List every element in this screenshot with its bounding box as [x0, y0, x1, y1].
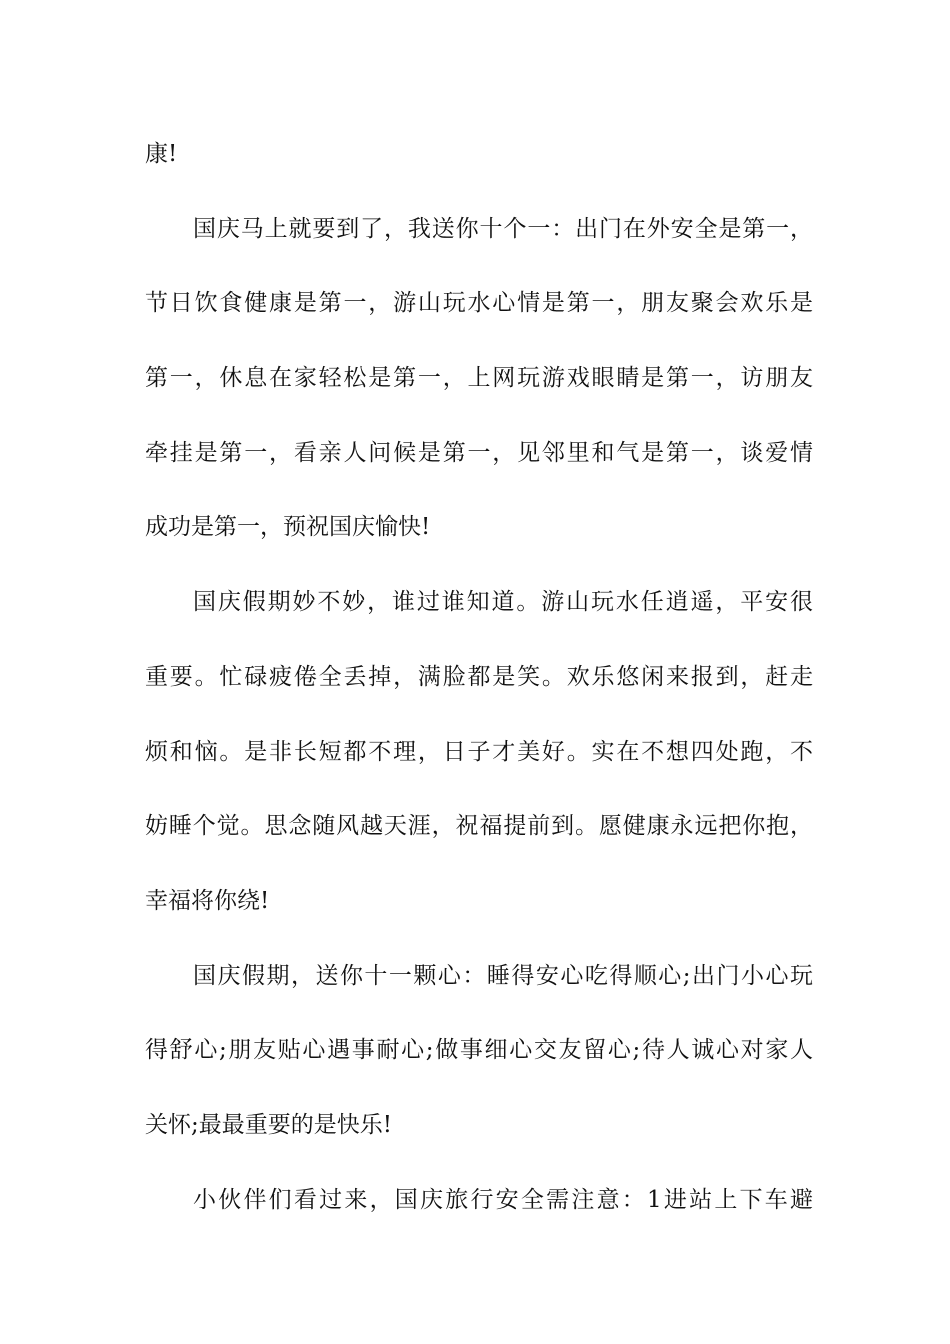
text-line: 得舒心;朋友贴心遇事耐心;做事细心交友留心;待人诚心对家人: [145, 1037, 813, 1064]
text-line: 第一，休息在家轻松是第一，上网玩游戏眼睛是第一，访朋友: [145, 365, 813, 392]
text-line: 幸福将你绕!: [145, 887, 270, 914]
text-line: 成功是第一，预祝国庆愉快!: [145, 514, 431, 541]
text-line: 重要。忙碌疲倦全丢掉，满脸都是笑。欢乐悠闲来报到，赶走: [145, 663, 813, 690]
text-line: 国庆马上就要到了，我送你十个一：出门在外安全是第一，: [193, 215, 813, 242]
text-line: 小伙伴们看过来，国庆旅行安全需注意：1进站上下车避: [193, 1186, 813, 1213]
text-line: 国庆假期妙不妙，谁过谁知道。游山玩水任逍遥，平安很: [193, 589, 813, 616]
text-line: 康!: [145, 141, 178, 167]
text-line: 节日饮食健康是第一，游山玩水心情是第一，朋友聚会欢乐是: [145, 290, 813, 317]
text-line: 国庆假期，送你十一颗心：睡得安心吃得顺心;出门小心玩: [193, 962, 813, 989]
document-body: [145, 125, 813, 1245]
text-line: 烦和恼。是非长短都不理，日子才美好。实在不想四处跑，不: [145, 738, 813, 765]
text-line: 关怀;最最重要的是快乐!: [145, 1111, 392, 1138]
text-line: 牵挂是第一，看亲人问候是第一，见邻里和气是第一，谈爱情: [145, 439, 813, 466]
text-line: 妨睡个觉。思念随风越天涯，祝福提前到。愿健康永远把你抱，: [145, 813, 813, 840]
